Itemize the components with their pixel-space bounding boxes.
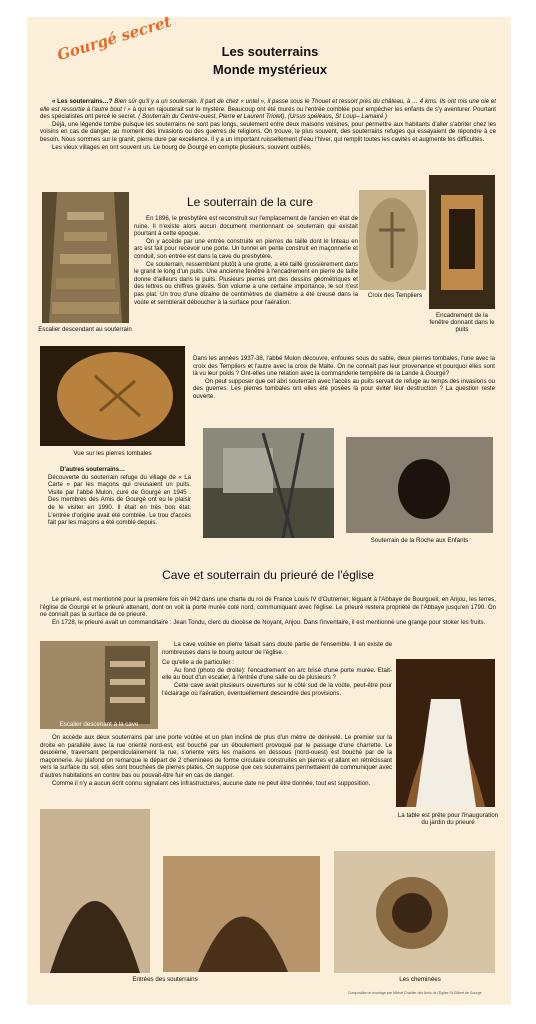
- cave-paragraph-6: Cette cave avait plusieurs ouvertures sur le côté sud de la voûte, peut-être pour l'éclairage où l'aération, éventuellement descendre des provisions.: [162, 681, 392, 697]
- cave-text-middle: [162, 641, 392, 697]
- cure-text-top: [134, 215, 358, 306]
- caption-window: Encadrement de la fenêtre donnant dans le puits: [429, 312, 495, 334]
- page-title: Les souterrains: [221, 44, 319, 59]
- intro-tail: à qui en rajouterait sur le mystère. Beaucoup ont été murés ou l'entrée comblée pour empêcher les enfants de s'y aventurer. Pourtant des spécialistes ont percé le secret.: [40, 105, 496, 121]
- intro-quote: Bien sûr qu'il y a un souterrain. Il part de chez « untel », il passe sous le Thouet et ressort près du château, à … 4 kms. Ils ont mis une oie et elle est ressortie à l'autre bout ! »: [40, 98, 497, 113]
- photo-chimneys: [334, 851, 495, 973]
- footer-credit: Composition et montage par Michel Chartier des Amis de l'Eglise St Gilbert de Gourgé: [348, 991, 482, 995]
- cave-paragraph-1: Le prieuré, est mentionné pour la première fois en 942 dans une charte du roi de France Louis IV d'Outremer, léguant à l'Abbaye de Bourgueil, en Anjou, les terres, l'église de Gourgé et le prieuré attenant, dont on voit la porte murée coté nord, communiquant avec l'église. Le prieuré restera propriété de l'Abbaye jusqu'en 1790. On ne connaît pas la surface de ce prieuré.: [40, 596, 496, 619]
- photo-entry-right: [163, 856, 320, 972]
- caption-chimneys: Les cheminées: [399, 976, 441, 983]
- cave-paragraph-3: La cave voûtée en pierre faisait sans doute partie de l'ensemble. Il en existe de nombreuses dans le bourg autour de l'église.: [162, 641, 392, 656]
- photo-stairs: [42, 192, 129, 323]
- caption-roche: Souterrain de la Roche aux Enfants: [370, 537, 469, 544]
- others-text: Découverte du souterrain refuge du village de « La Carte » par les maçons qui creusaient un puits. Visite par l'abbé Mulon, curé de Gourgé en 1945 . Des membres des Amis de Gourgé ont eu le plaisir de le visiter en 1990. Il était en très bon état. L'entrée d'origine avait été comblée. Le trou d'accès fait par les maçons a été comblé depuis.: [48, 473, 191, 527]
- others-block: [48, 466, 191, 527]
- caption-entries: Entrées des souterrains: [132, 976, 198, 983]
- caption-cave-stair: Escalier descenant à la cave: [59, 721, 139, 728]
- cave-paragraph-4: Ce qu'elle a de particulier :: [162, 659, 234, 667]
- caption-tombs: Vue sur les pierres tombales: [73, 450, 152, 457]
- intro-paragraph-3: Les vieux villages en ont souvent un. Le bourg de Gourgé en compte plusieurs, souvent oubliés.: [52, 143, 312, 151]
- caption-table: La table est prête pour l'inauguration du jardin du prieuré: [397, 812, 499, 827]
- intro-citation: ( Souterrain du Centre-ouest, Pierre et Laurent Triolet), (Ursus spéléaus, St Loup– Lamairé ): [138, 113, 388, 121]
- cave-intro: [40, 596, 496, 626]
- caption-cross: Croix des Templiers: [367, 292, 423, 299]
- photo-la-carte: [203, 428, 334, 538]
- cure-paragraph-2: On y accède par une entrée construite en pierres de taille dont le linteau en arc est fait pour recevoir une porte. Un tunnel en pente construit en maçonnerie et conduit, son entrée est dans la cave du presbytère.: [134, 237, 358, 260]
- others-heading: D'autres souterrains…: [60, 466, 126, 473]
- photo-templar-cross: [359, 190, 426, 290]
- cave-paragraph-7: On accède aux deux souterrains par une porte voûtée et un plan incliné de plus d'un mètre de dénivelé. Le premier sur la droite en parallèle avec la rue orienté nord-est, est bouché par un éboulement provoqué par le passage d'une charrette. Le deuxième, traversant perpendiculairement la rue, s'oriente vers les maisons en dessous (nord-ouest) est bouché par de la maçonnerie. Au plafond on remarque le départ de 2 cheminées de forme circulaire construites en pierres et allant en rétrécissant vers la surface du sol, elles sont bouchées de pierres plates. On suppose que ces souterrains permettaient de communiquer avec d'autres habitations en contre bas ou pouvait-être fuir en cas de danger.: [40, 734, 392, 779]
- cure-paragraph-3: Ce souterrain, ressemblant plutôt à une grotte, a été taillé grossièrement dans le granit le long d'un puits. Une ancienne fenêtre à l'encadrement en pierre de taille donne d'ailleurs dans le puits. Plusieurs pierres ont des dessins géométriques et des lettres ou chiffres gravés. Son volume a une certaine importance, le sol n'est pas plat. Un trou d'une dizaine de centimètres de diamètre a été creusé dans la voûte et semblerait déboucher à la surface pour l'aération.: [134, 260, 358, 306]
- page-subtitle: Monde mystérieux: [212, 62, 328, 77]
- photo-roche-aux-enfants: [346, 437, 493, 533]
- cave-text-bottom: [40, 734, 392, 787]
- cure-paragraph-4: Dans les années 1937-38, l'abbé Mulon découvre, enfouies sous du sable, deux pierres tombales, l'une avec la croix des Templiers et l'autre avec la croix de Malte. On ne connaît pas leur provenance et pourquoi elles sont là vu leur poids ? Ont-elles une relation avec la commanderie templière de la Lande à Gourgé?: [193, 355, 495, 378]
- cave-paragraph-2: En 1728, le prieuré avait un commanditaire : Jean Tondu, clerc du diocèse de Noyant, Anjou. Dans l'inventaire, il est mentionné une grange pour stoker les fruits.: [52, 618, 486, 626]
- cave-paragraph-8: Comme il n'y a aucun écrit connu signalant ces infrastructures, aucune date ne peut être donnée, tout est supposition.: [52, 779, 371, 787]
- brand-mark: Gourgé secret: [55, 12, 174, 65]
- cure-text-bottom: [193, 355, 495, 401]
- cave-paragraph-5: Au fond (photo de droite): l'encadrement en arc brisé d'une porte murée. Etait-elle au bout d'un escalier, à l'entrée d'une salle ou de plusieurs ?: [162, 666, 392, 682]
- intro-block: [40, 98, 496, 151]
- photo-window-frame: [429, 175, 495, 309]
- caption-stairs: Escalier descendant au souterrain: [38, 326, 132, 333]
- photo-cave-stair: [40, 641, 158, 729]
- section-heading-cave: Cave et souterrain du prieuré de l'église: [162, 568, 374, 582]
- cure-paragraph-5: On peut supposer que cet abri souterrain avec l'accès au puits servait de refuge au temps des invasions ou des guerres. Les pierres tombales ont elles été posées là pour éviter leur destruction ? La question reste ouverte.: [193, 377, 495, 400]
- section-heading-cure: Le souterrain de la cure: [186, 195, 314, 209]
- cure-paragraph-1: En 1896, le presbytère est reconstruit sur l'emplacement de l'ancien en état de ruine. Il n'existe alors aucun document mentionnant ce souterrain qui existait pourtant à cette époque.: [134, 215, 358, 238]
- photo-entry-left: [40, 809, 150, 973]
- photo-banquet-table: [396, 659, 495, 807]
- intro-paragraph-2: Déjà, une légende tombe puisque les souterrains ne sont pas longs, seulement entre deux maisons voisines, pour permettre aux habitants d'aller s'abriter chez les voisins en cas de danger, au moment des invasions ou des guerres de religions. On trouve, le plus souvent, des souterrains refuges qui essayaient de répondre à ce besoin. Nous sommes sur le granit, pierre dure par excellence. Il y a un important ruissellement d'eau l'hiver, qui remplit toutes les cavités et augmente les difficultés.: [40, 120, 496, 143]
- photo-tombstones: [40, 346, 185, 446]
- intro-lead: « Les souterrains…?: [52, 98, 115, 105]
